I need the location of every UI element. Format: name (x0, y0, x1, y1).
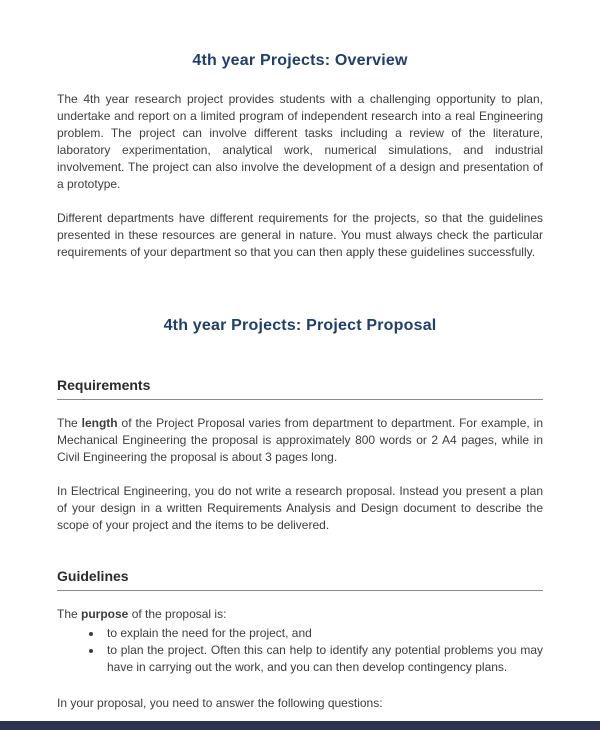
requirements-paragraph-1-text: The (57, 416, 82, 430)
overview-title: 4th year Projects: Overview (192, 52, 408, 69)
requirements-paragraph-1 (57, 415, 543, 466)
requirements-heading (57, 377, 543, 400)
guidelines-closing-line: In your proposal, you need to answer the following questions: (57, 696, 383, 710)
requirements-paragraph-1-bold-term: length (81, 416, 118, 430)
guidelines-purpose-rest: of the proposal is: (128, 607, 227, 621)
requirements-paragraph-2: In Electrical Engineering, you do not write a research proposal. Instead you present a plan of your design in a written Requirements Analysis and Design document to describe the scope of your project and the items to be delivered. (57, 484, 543, 532)
proposal-title: 4th year Projects: Project Proposal (163, 317, 437, 334)
guidelines-heading-label: Guidelines (57, 568, 129, 584)
guidelines-bullet-item: • to explain the need for the project, and (103, 625, 543, 642)
guidelines-purpose-line (57, 606, 543, 623)
requirements-paragraph-1-rest: of the Project Proposal varies from department to department. For example, in Mechanical Engineering the proposal is approximately 800 words or 2 A4 pages, while in Civil Engineering the proposal is about 3 pages long. (57, 416, 544, 464)
guidelines-heading (57, 568, 543, 591)
guidelines-purpose-text: The (57, 607, 82, 621)
overview-paragraph-1: The 4th year research project provides students with a challenging opportunity to plan, undertake and report on a limited program of independent research into a real Engineering problem. The project can involve different tasks including a review of the literature, laboratory experimentation, analytical work, numerical simulations, and industrial involvement. The project can also involve the development of a design and presentation of a prototype. (57, 92, 543, 191)
footer-bar (0, 721, 600, 730)
guidelines-bullet-item: • to plan the project. Often this can help to identify any potential problems you may have in carrying out the work, and you can then develop contingency plans. (103, 642, 543, 676)
overview-paragraph-2: Different departments have different requirements for the projects, so that the guidelines presented in these resources are general in nature. You must always check the particular requirements of your department so that you can then apply these guidelines successfully. (57, 211, 543, 259)
requirements-heading-label: Requirements (57, 377, 151, 393)
guidelines-bullet-list (57, 625, 543, 676)
guidelines-purpose-bold-term: purpose (81, 607, 129, 621)
